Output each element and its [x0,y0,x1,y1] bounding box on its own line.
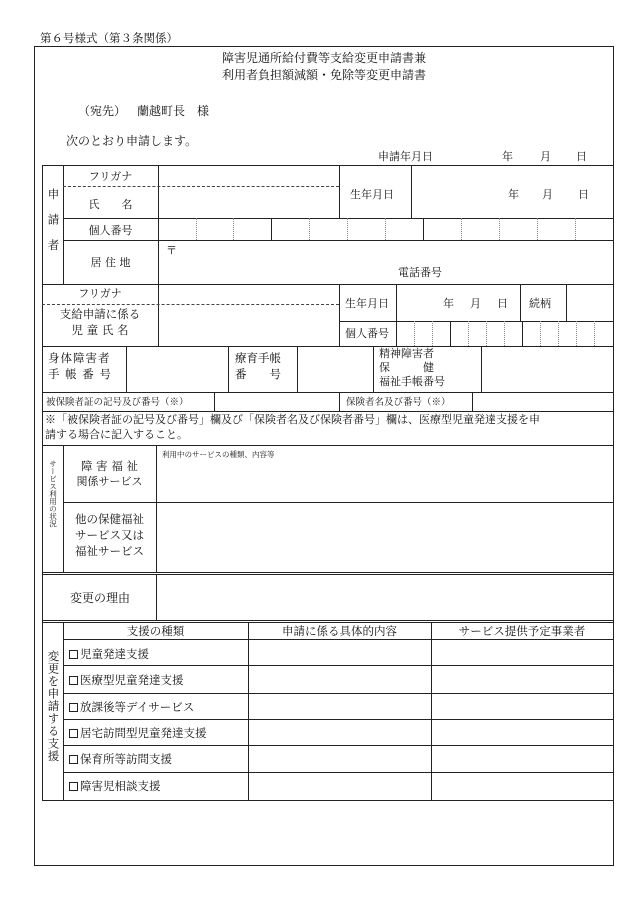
applicant-birth-month: 月 [542,188,553,201]
header-support-type: 支援の種類 [126,624,185,638]
addressee-name: 蘭越町長 様 [137,104,210,118]
support-item[interactable] [69,726,207,740]
child-name-label-line2: 児 童 氏 名 [71,323,129,337]
applicant-section-label: 申請者 [46,188,61,265]
note-line2: 請する場合に記入すること。 [45,428,188,441]
insured-label: 被保険者証の記号及び番号（※） [46,397,189,408]
child-individual-number-label: 個人番号 [345,327,389,340]
checkbox[interactable] [69,782,78,791]
rehab-cert-label-line1: 療育手帳 [235,351,281,365]
insurer-label: 保険者名及び番号（※） [346,397,451,408]
support-item-label: 居宅訪問型児童発達支援 [80,726,207,740]
child-birth-month: 月 [470,297,481,310]
checkbox[interactable] [69,703,78,712]
service-usage-section-label: サービス利用の状況 [48,460,58,528]
mental-cert-label-line2: 保 健 [379,361,434,374]
form-title-line2: 利用者負担額減額・免除等変更申請書 [221,68,426,82]
applicant-phone-label: 電話番号 [398,266,442,279]
child-furigana-label: フリガナ [78,287,122,300]
form-title-line1: 障害児通所給付費等支給変更申請書兼 [221,51,426,65]
physical-cert-label-line2: 手 帳 番 号 [48,367,112,381]
change-reason-label: 変更の理由 [70,591,131,605]
applicant-birth-day: 日 [578,188,589,201]
applicant-birth-year: 年 [508,188,519,201]
applicant-address-label: 居 住 地 [90,256,131,269]
checkbox[interactable] [69,676,78,685]
application-date-label: 申請年月日 [378,150,433,163]
support-item-label: 放課後等デイサービス [80,700,195,714]
support-item[interactable] [69,752,172,766]
application-date-year: 年 [502,150,513,163]
other-service-label-line1: 他の保健福祉 [75,512,144,526]
child-relationship-label: 続柄 [529,297,551,310]
other-service-label-line3: 福祉サービス [75,544,144,558]
header-provider: サービス提供予定事業者 [458,624,586,638]
support-item-label: 児童発達支援 [80,647,149,661]
checkbox[interactable] [69,650,78,659]
child-birth-label: 生年月日 [345,297,389,310]
child-birth-day: 日 [497,297,508,310]
child-name-label-line1: 支給申請に係る [59,307,141,321]
note-line1: ※「被保険者証の記号及び番号」欄及び「保険者名及び保険者番号」欄は、医療型児童発達支援を申 [45,413,540,426]
form-number: 第６号様式（第３条関係） [40,31,178,45]
service-content-hint: 利用中のサービスの種類、内容等 [162,450,275,459]
rehab-cert-label-line2: 番 号 [235,367,281,381]
applicant-individual-number-label: 個人番号 [88,224,133,237]
other-service-label-line2: サービス又は [75,528,144,542]
support-item[interactable] [69,673,184,687]
physical-cert-label-line1: 身体障害者 [48,351,111,365]
applicant-birth-label: 生年月日 [350,188,394,201]
disability-service-label-line1: 障 害 福 祉 [81,459,138,473]
application-date-month: 月 [540,150,551,163]
header-specific-content: 申請に係る具体的内容 [282,624,397,638]
form-frame [34,46,614,866]
support-item-label: 医療型児童発達支援 [80,673,184,687]
application-date-day: 日 [576,150,587,163]
mental-cert-label-line1: 精神障害者 [379,347,434,360]
support-item[interactable] [69,779,161,793]
support-item-label: 障害児相談支援 [80,779,161,793]
intro-text: 次のとおり申請します。 [66,134,198,148]
checkbox[interactable] [69,755,78,764]
mental-cert-label-line3: 福祉手帳番号 [379,375,445,388]
support-item[interactable] [69,700,194,714]
checkbox[interactable] [69,729,78,738]
postal-mark: 〒 [166,244,177,257]
applicant-furigana-label: フリガナ [88,170,133,183]
addressee-label: （宛先） [78,104,127,118]
applicant-name-label: 氏 名 [88,198,133,211]
support-item-label: 保育所等訪問支援 [80,752,172,766]
disability-service-label-line2: 関係サービス [76,475,143,488]
child-birth-year: 年 [443,297,454,310]
support-item[interactable] [69,647,149,661]
support-change-section-label: 変更を申請する支援 [46,650,61,763]
